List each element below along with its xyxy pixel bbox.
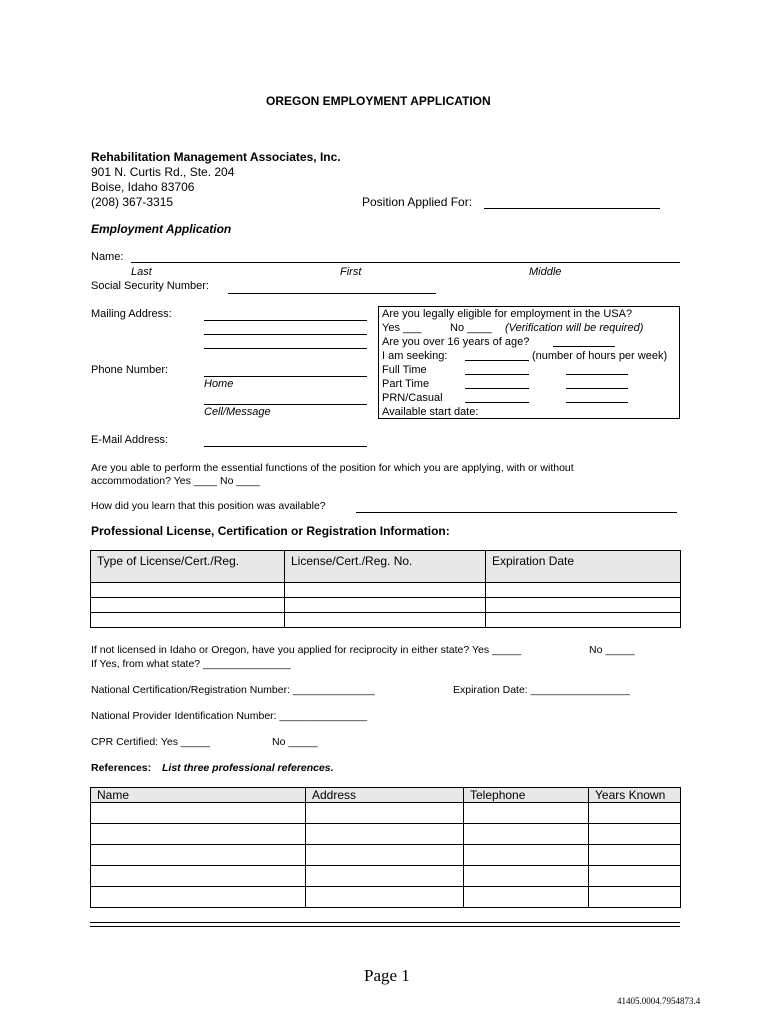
cpr-yes-field[interactable]: CPR Certified: Yes _____ [91, 736, 211, 748]
eligibility-question: Are you legally eligible for employment in the USA? [382, 308, 633, 320]
ref-years-header: Years Known [589, 788, 681, 803]
ref-years-cell[interactable] [589, 845, 681, 866]
license-expiration-cell[interactable] [486, 583, 681, 598]
essential-functions-answer[interactable]: accommodation? Yes ____ No ____ [91, 475, 260, 487]
ref-name-cell[interactable] [91, 866, 306, 887]
company-address-line2: Boise, Idaho 83706 [91, 180, 195, 194]
company-phone: (208) 367-3315 [91, 195, 174, 209]
table-row [91, 824, 681, 845]
ref-address-cell[interactable] [306, 887, 464, 908]
license-type-header: Type of License/Cert./Reg. [91, 551, 285, 583]
reciprocity-question[interactable]: If not licensed in Idaho or Oregon, have you applied for reciprocity in either state? Yes _____ [91, 644, 522, 656]
company-address-line1: 901 N. Curtis Rd., Ste. 204 [91, 165, 235, 179]
ref-address-cell[interactable] [306, 866, 464, 887]
position-label: Position Applied For: [362, 195, 473, 209]
license-table [90, 550, 681, 628]
mailing-address-label: Mailing Address: [91, 308, 172, 320]
references-label: References: [91, 762, 152, 774]
ref-telephone-cell[interactable] [464, 887, 589, 908]
prn-field[interactable] [465, 390, 529, 403]
page-title: OREGON EMPLOYMENT APPLICATION [266, 94, 491, 108]
essential-functions-question: Are you able to perform the essential functions of the position for which you are applying, with or without [91, 462, 574, 474]
ref-name-cell[interactable] [91, 887, 306, 908]
ref-years-cell[interactable] [589, 824, 681, 845]
mailing-address-line3-field[interactable] [204, 336, 367, 349]
ref-address-cell[interactable] [306, 824, 464, 845]
references-table-header [91, 788, 681, 803]
license-number-cell[interactable] [285, 613, 486, 628]
table-row [91, 887, 681, 908]
section-license-heading: Professional License, Certification or Registration Information: [91, 524, 450, 538]
ref-telephone-cell[interactable] [464, 845, 589, 866]
reciprocity-state[interactable]: If Yes, from what state? _______________ [91, 658, 291, 670]
phone-cell-field[interactable] [204, 392, 367, 405]
license-expiration-header: Expiration Date [486, 551, 681, 583]
ssn-label: Social Security Number: [91, 280, 209, 292]
position-field[interactable] [484, 196, 660, 209]
name-first-caption: First [340, 266, 362, 278]
license-type-cell[interactable] [91, 613, 285, 628]
table-row [91, 583, 681, 598]
table-row [91, 845, 681, 866]
ssn-field[interactable] [228, 281, 436, 294]
references-table-bottom-rule [90, 922, 680, 927]
ref-address-cell[interactable] [306, 803, 464, 824]
license-type-cell[interactable] [91, 583, 285, 598]
hours-field[interactable] [465, 348, 529, 361]
name-field[interactable] [131, 250, 680, 263]
part-time-field[interactable] [465, 376, 529, 389]
table-row [91, 866, 681, 887]
license-table-header [91, 551, 681, 583]
license-expiration-cell[interactable] [486, 613, 681, 628]
name-middle-caption: Middle [529, 266, 562, 278]
table-row [91, 803, 681, 824]
table-row [91, 613, 681, 628]
age-answer-field[interactable] [553, 334, 615, 347]
phone-label: Phone Number: [91, 364, 169, 376]
references-table [90, 787, 681, 908]
age-question: Are you over 16 years of age? [382, 336, 530, 348]
national-cert-expiration-field[interactable]: Expiration Date: _________________ [453, 684, 630, 696]
page-number: Page 1 [364, 966, 410, 985]
full-time-field[interactable] [465, 362, 529, 375]
table-row [91, 598, 681, 613]
name-last-caption: Last [131, 266, 152, 278]
ref-telephone-header: Telephone [464, 788, 589, 803]
reciprocity-no[interactable]: No _____ [589, 644, 635, 656]
part-time-label: Part Time [382, 378, 430, 390]
license-number-cell[interactable] [285, 598, 486, 613]
ref-telephone-cell[interactable] [464, 803, 589, 824]
national-cert-field[interactable]: National Certification/Registration Number: ______________ [91, 684, 375, 696]
phone-cell-caption: Cell/Message [204, 406, 271, 418]
ref-name-cell[interactable] [91, 824, 306, 845]
prn-label: PRN/Casual [382, 392, 443, 404]
full-time-label: Full Time [382, 364, 427, 376]
eligibility-no[interactable]: No ____ [450, 322, 492, 334]
ref-telephone-cell[interactable] [464, 866, 589, 887]
references-note: List three professional references. [162, 762, 334, 774]
ref-years-cell[interactable] [589, 887, 681, 908]
email-label: E-Mail Address: [91, 434, 169, 446]
ref-telephone-cell[interactable] [464, 824, 589, 845]
license-number-cell[interactable] [285, 583, 486, 598]
start-date-label: Available start date: [382, 406, 479, 418]
cpr-no-field[interactable]: No _____ [272, 736, 318, 748]
phone-home-caption: Home [204, 378, 234, 390]
eligibility-yes[interactable]: Yes ___ [382, 322, 422, 334]
learn-field[interactable] [356, 500, 677, 513]
phone-home-field[interactable] [204, 364, 367, 377]
document-code: 41405.0004.7954873.4 [617, 996, 701, 1006]
email-field[interactable] [204, 434, 367, 447]
license-number-header: License/Cert./Reg. No. [285, 551, 486, 583]
hours-note: (number of hours per week) [532, 350, 668, 362]
ref-address-header: Address [306, 788, 464, 803]
ref-name-cell[interactable] [91, 803, 306, 824]
ref-years-cell[interactable] [589, 866, 681, 887]
license-type-cell[interactable] [91, 598, 285, 613]
part-time-hours-field[interactable] [566, 376, 628, 389]
prn-hours-field[interactable] [566, 390, 628, 403]
mailing-address-line1-field[interactable] [204, 308, 367, 321]
company-name: Rehabilitation Management Associates, Inc. [91, 150, 341, 164]
ref-address-cell[interactable] [306, 845, 464, 866]
learn-question: How did you learn that this position was available? [91, 500, 326, 512]
license-expiration-cell[interactable] [486, 598, 681, 613]
seeking-label: I am seeking: [382, 350, 448, 362]
verification-note: (Verification will be required) [505, 322, 644, 334]
ref-name-header: Name [91, 788, 306, 803]
mailing-address-line2-field[interactable] [204, 322, 367, 335]
full-time-hours-field[interactable] [566, 362, 628, 375]
ref-years-cell[interactable] [589, 803, 681, 824]
ref-name-cell[interactable] [91, 845, 306, 866]
npi-field[interactable]: National Provider Identification Number: _______________ [91, 710, 368, 722]
section-employment-heading: Employment Application [91, 222, 232, 236]
name-label: Name: [91, 251, 124, 263]
